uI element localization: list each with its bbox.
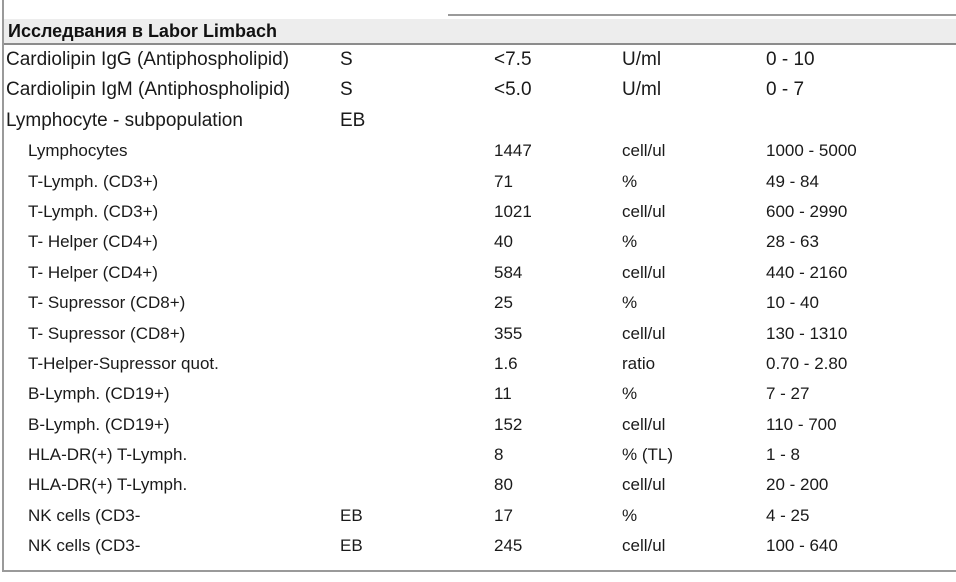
- test-name: T-Helper-Supressor quot.: [28, 353, 219, 373]
- section-title: Исследвания в Labor Limbach: [8, 21, 277, 41]
- table-row: [4, 136, 956, 166]
- test-name: B-Lymph. (CD19+): [28, 384, 170, 404]
- result-unit: %: [622, 384, 638, 404]
- result-value: 71: [494, 171, 513, 191]
- reference-range: 110 - 700: [766, 414, 837, 434]
- reference-range: 28 - 63: [766, 232, 819, 252]
- result-unit: ratio: [622, 353, 656, 373]
- table-row: [4, 227, 956, 257]
- result-unit: cell/ul: [622, 323, 666, 343]
- material-code: EB: [340, 505, 363, 525]
- test-name: Lymphocytes: [28, 141, 128, 161]
- result-unit: U/ml: [622, 79, 662, 101]
- reference-range: 600 - 2990: [766, 201, 848, 221]
- result-value: 11: [494, 384, 512, 404]
- test-name: T- Supressor (CD8+): [28, 293, 186, 313]
- reference-range: 49 - 84: [766, 171, 819, 191]
- reference-range: 10 - 40: [766, 293, 819, 313]
- result-value: 80: [494, 475, 513, 495]
- result-value: <7.5: [494, 49, 532, 70]
- result-value: 584: [494, 262, 523, 282]
- table-row: [4, 379, 956, 409]
- result-unit: cell/ul: [622, 201, 666, 221]
- result-value: 1.6: [494, 353, 518, 373]
- table-row: [4, 501, 956, 531]
- table-row: [4, 288, 956, 318]
- result-value: 25: [494, 293, 513, 313]
- test-name: HLA-DR(+) T-Lymph.: [28, 445, 188, 465]
- table-row: [4, 349, 956, 379]
- reference-range: 0.70 - 2.80: [766, 353, 848, 373]
- table-row: [4, 197, 956, 227]
- bottom-border: [2, 570, 956, 572]
- result-unit: U/ml: [622, 49, 662, 70]
- result-value: 8: [494, 445, 504, 465]
- reference-range: 20 - 200: [766, 475, 829, 495]
- table-row: [4, 167, 956, 197]
- result-unit: %: [622, 171, 638, 191]
- test-name: T-Lymph. (CD3+): [28, 171, 159, 191]
- reference-range: 1000 - 5000: [766, 141, 857, 161]
- test-name: T- Supressor (CD8+): [28, 323, 186, 343]
- result-value: 1021: [494, 201, 532, 221]
- material-code: EB: [340, 109, 366, 131]
- table-row: [4, 531, 956, 561]
- reference-range: 440 - 2160: [766, 262, 848, 282]
- test-name: T-Lymph. (CD3+): [28, 201, 159, 221]
- result-value: 355: [494, 323, 523, 343]
- table-row: [4, 410, 956, 440]
- result-unit: cell/ul: [622, 262, 666, 282]
- result-unit: cell/ul: [622, 414, 666, 434]
- result-value: <5.0: [494, 79, 532, 101]
- table-row: [4, 440, 956, 470]
- test-name: Lymphocyte - subpopulation: [6, 109, 243, 131]
- result-unit: % (TL): [622, 445, 673, 465]
- test-name: NK cells (CD3-: [28, 536, 141, 556]
- result-unit: cell/ul: [622, 536, 666, 556]
- result-unit: %: [622, 293, 638, 313]
- result-unit: cell/ul: [622, 475, 666, 495]
- result-value: 152: [494, 414, 523, 434]
- table-row: [4, 75, 956, 105]
- table-row: [4, 45, 956, 75]
- results-table: [4, 45, 956, 562]
- top-divider: [448, 14, 956, 16]
- reference-range: 0 - 10: [766, 49, 815, 70]
- table-row: [4, 319, 956, 349]
- test-name: HLA-DR(+) T-Lymph.: [28, 475, 188, 495]
- result-value: 1447: [494, 141, 532, 161]
- material-code: EB: [340, 536, 363, 556]
- test-name: Cardiolipin IgG (Antiphospholipid): [6, 49, 290, 70]
- result-unit: %: [622, 232, 638, 252]
- section-header: [4, 19, 956, 45]
- result-unit: %: [622, 505, 638, 525]
- test-name: Cardiolipin IgM (Antiphospholipid): [6, 79, 291, 101]
- result-unit: cell/ul: [622, 141, 666, 161]
- test-name: NK cells (CD3-: [28, 505, 141, 525]
- table-row: [4, 470, 956, 500]
- table-row: [4, 258, 956, 288]
- material-code: S: [340, 79, 353, 101]
- test-name: T- Helper (CD4+): [28, 262, 158, 282]
- result-value: 245: [494, 536, 523, 556]
- result-value: 40: [494, 232, 513, 252]
- reference-range: 100 - 640: [766, 536, 838, 556]
- reference-range: 130 - 1310: [766, 323, 848, 343]
- material-code: S: [340, 49, 353, 70]
- reference-range: 7 - 27: [766, 384, 810, 404]
- test-name: B-Lymph. (CD19+): [28, 414, 170, 434]
- test-name: T- Helper (CD4+): [28, 232, 158, 252]
- table-row: [4, 106, 956, 136]
- reference-range: 0 - 7: [766, 79, 805, 101]
- reference-range: 4 - 25: [766, 505, 810, 525]
- result-value: 17: [494, 505, 513, 525]
- reference-range: 1 - 8: [766, 445, 801, 465]
